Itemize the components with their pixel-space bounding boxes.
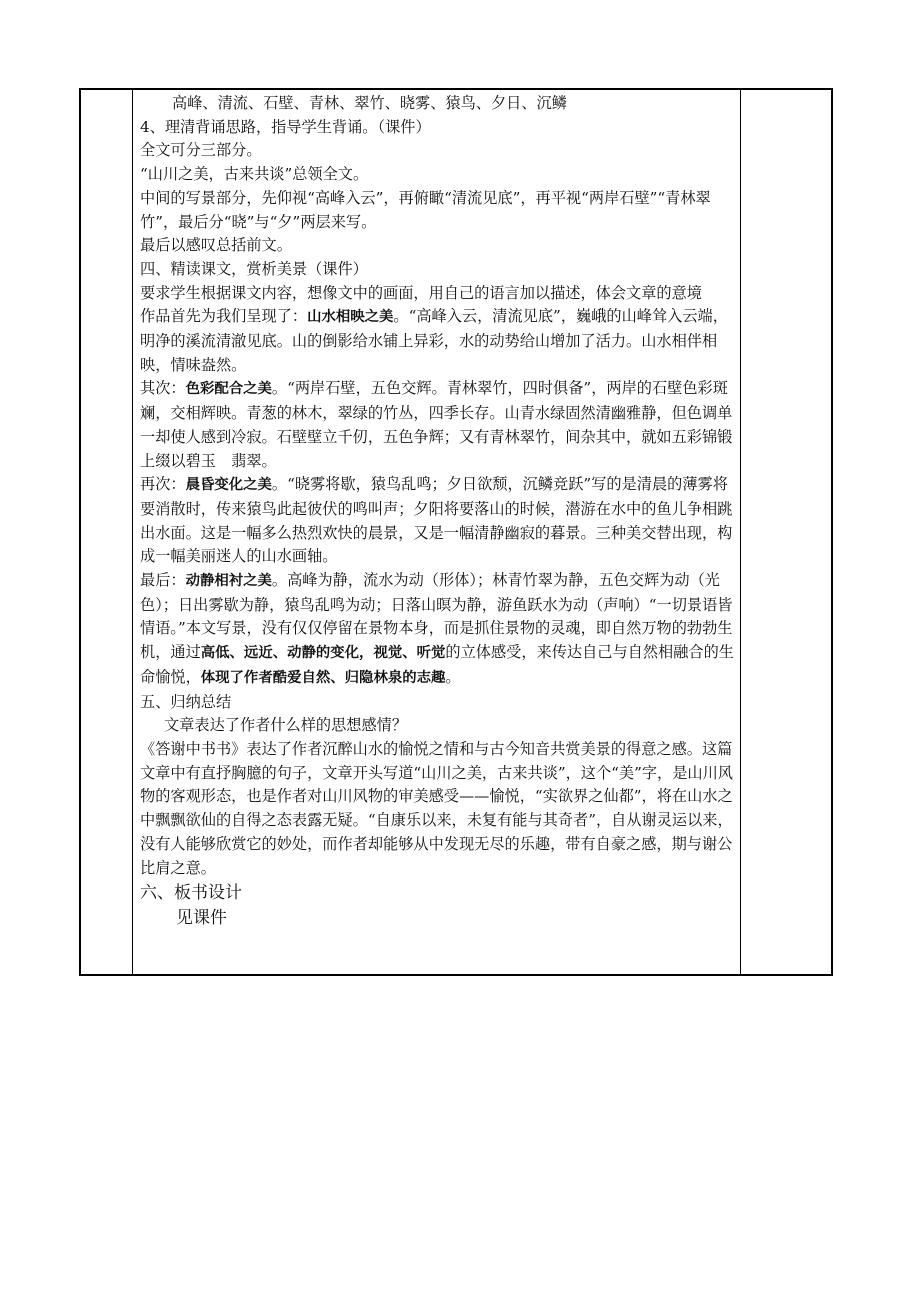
structure-part1: “山川之美，古来共谈”总领全文。 — [140, 165, 369, 184]
section-6-body: 见课件 — [176, 908, 227, 929]
keywords-line: 高峰、清流、石壁、青林、翠竹、晓雾、猿鸟、夕日、沉鳞 — [172, 94, 567, 112]
beauty-paragraph-2: 其次：色彩配合之美。“两岸石壁，五色交辉。青林翠竹，四时俱备”，两岸的石壁色彩斑斓，交相辉映。青葱的林木，翠绿的竹丛，四季长存。山青水绿固然清幽雅静，但色调单一却使人感到冷寂。石壁壁立千仞，五色争辉；又有青林翠竹，间杂其中，就如五彩锦锻上缀以碧玉 翡翠。 — [140, 379, 733, 470]
section-6-heading: 六、板书设计 — [140, 883, 242, 904]
beauty-paragraph-4: 最后：动静相衬之美。高峰为静，流水为动（形体）；林青竹翠为静，五色交辉为动（光色）；日出雾歇为静，猿鸟乱鸣为动；日落山暝为静，游鱼跃水为动（声响）“一切景语皆情语。”本文写景，没有仅仅停留在景物本身，而是抓住景物的灵魂，即自然万物的勃勃生机，通过高低、远近、动静的变化，视觉、听觉的立体感受，来传达自己与自然相融合的生命愉悦，体现了作者酷爱自然、归隐林泉的志趣。 — [140, 571, 734, 686]
beauty-paragraph-3: 再次：晨昏变化之美。“晓雾将歇，猿鸟乱鸣；夕日欲颓，沉鳞竞跃”写的是清晨的薄雾将要消散时，传来猿鸟此起彼伏的鸣叫声；夕阳将要落山的时候，潜游在水中的鱼儿争相跳出水面。这是一幅多么热烈欢快的晨景，又是一幅清静幽寂的暮景。三种美交替出现，构成一幅美丽迷人的山水画轴。 — [140, 475, 733, 566]
section-4-task: 要求学生根据课文内容，想像文中的画面，用自己的语言加以描述，体会文章的意境 — [140, 283, 702, 302]
beauty-keyword-2: 色彩配合之美 — [185, 381, 272, 398]
right-column-divider — [740, 90, 741, 974]
emphasis-theme: 体现了作者酷爱自然、归隐林泉的志趣 — [200, 669, 446, 686]
recite-step: 4、理清背诵思路，指导学生背诵。（课件） — [140, 117, 431, 136]
structure-part3: 最后以感叹总括前文。 — [140, 236, 292, 255]
section-5-answer: 《答谢中书书》表达了作者沉醉山水的愉悦之情和与古今知音共赏美景的得意之感。这篇文章中有直抒胸臆的句子，文章开头写道“山川之美，古来共谈”，这个“美”字，是山川风物的客观形态，也是作者对山川风物的审美感受——愉悦，“实欲界之仙都”，将在山水之中飘飘欲仙的自得之态表露无疑。“自康乐以来，未复有能与其奇者”，自从谢灵运以来，没有人能够欣赏它的妙处，而作者却能够从中发现无尽的乐趣，带有自豪之感，期与谢公比肩之意。 — [140, 739, 733, 877]
emphasis-changes: 高低、远近、动静的变化，视觉、听觉 — [200, 645, 446, 662]
section-5-question: 文章表达了作者什么样的思想感情？ — [164, 716, 407, 735]
beauty-keyword-1: 山水相映之美 — [307, 309, 394, 326]
beauty-keyword-4: 动静相衬之美 — [185, 573, 272, 590]
left-column-divider — [132, 90, 133, 974]
lesson-content — [140, 92, 734, 931]
beauty-keyword-3: 晨昏变化之美 — [185, 477, 272, 494]
section-4-heading: 四、精读课文，赏析美景（课件） — [140, 259, 368, 278]
structure-part2: 中间的写景部分，先仰视“高峰入云”，再俯瞰“清流见底”，再平视“两岸石壁”“青林翠竹”，最后分“晓”与“夕”两层来写。 — [140, 188, 711, 231]
structure-intro: 全文可分三部分。 — [140, 141, 262, 160]
beauty-paragraph-1: 作品首先为我们呈现了：山水相映之美。“高峰入云，清流见底”，巍峨的山峰耸入云端，明净的溪流清澈见底。山的倒影给水铺上异彩，水的动势给山增加了活力。山水相伴相映，情味盎然。 — [140, 307, 728, 374]
section-5-heading: 五、归纳总结 — [140, 692, 232, 711]
